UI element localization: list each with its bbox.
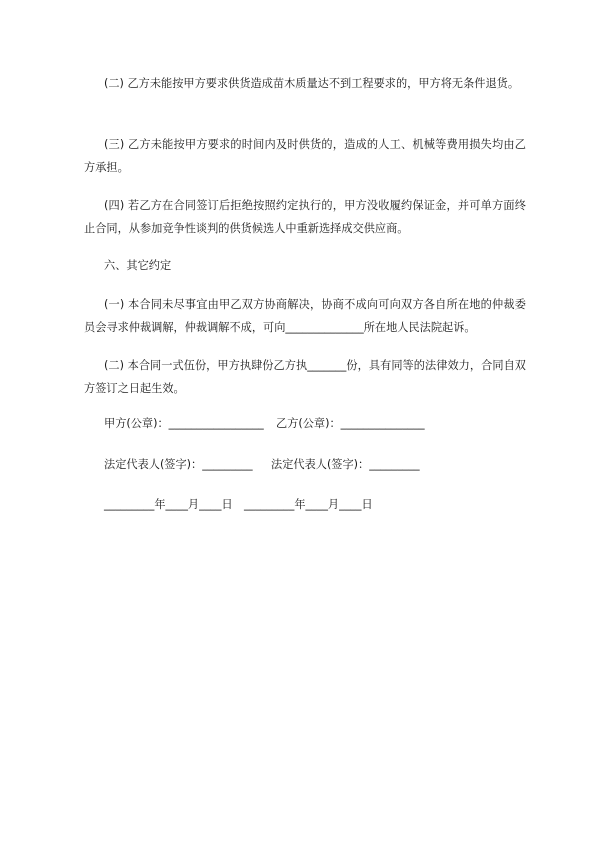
section-6-item-2: [84, 354, 526, 400]
clause-3-text: (三) 乙方未能按甲方要求的时间内及时供货的，造成的人工、机械等费用损失均由乙方承担。: [84, 138, 526, 174]
clause-4: [84, 194, 526, 240]
party-b-representative-line: 法定代表人(签字)：_________: [271, 458, 420, 471]
section-6-heading: 六、其它约定: [104, 259, 172, 272]
clause-2: [84, 72, 526, 95]
section-6-item-1-text: (一) 本合同未尽事宜由甲乙双方协商解决，协商不成向可向双方各自所在地的仲裁委员会寻求仲裁调解，仲裁调解不成，可向______________所在地人民法院起诉。: [84, 298, 526, 334]
party-a-representative-line: 法定代表人(签字)：_________: [104, 458, 253, 471]
section-6-item-1: [84, 293, 526, 339]
party-b-date-line: _________年____月____日: [244, 498, 373, 511]
party-a-seal-line: 甲方(公章)：_________________: [104, 417, 264, 430]
clause-3: [84, 133, 526, 179]
party-b-seal-line: 乙方(公章)：_______________: [276, 417, 425, 430]
section-6-item-2-text: (二) 本合同一式伍份，甲方执肆份乙方执_______份，具有同等的法律效力，合同自双方签订之日起生效。: [84, 359, 526, 395]
party-a-date-line: _________年____月____日: [104, 498, 233, 511]
clause-2-text: (二) 乙方未能按甲方要求供货造成苗木质量达不到工程要求的，甲方将无条件退货。: [104, 77, 520, 90]
clause-4-text: (四) 若乙方在合同签订后拒绝按照约定执行的，甲方没收履约保证金，并可单方面终止合同，从参加竞争性谈判的供货候选人中重新选择成交供应商。: [84, 199, 526, 235]
